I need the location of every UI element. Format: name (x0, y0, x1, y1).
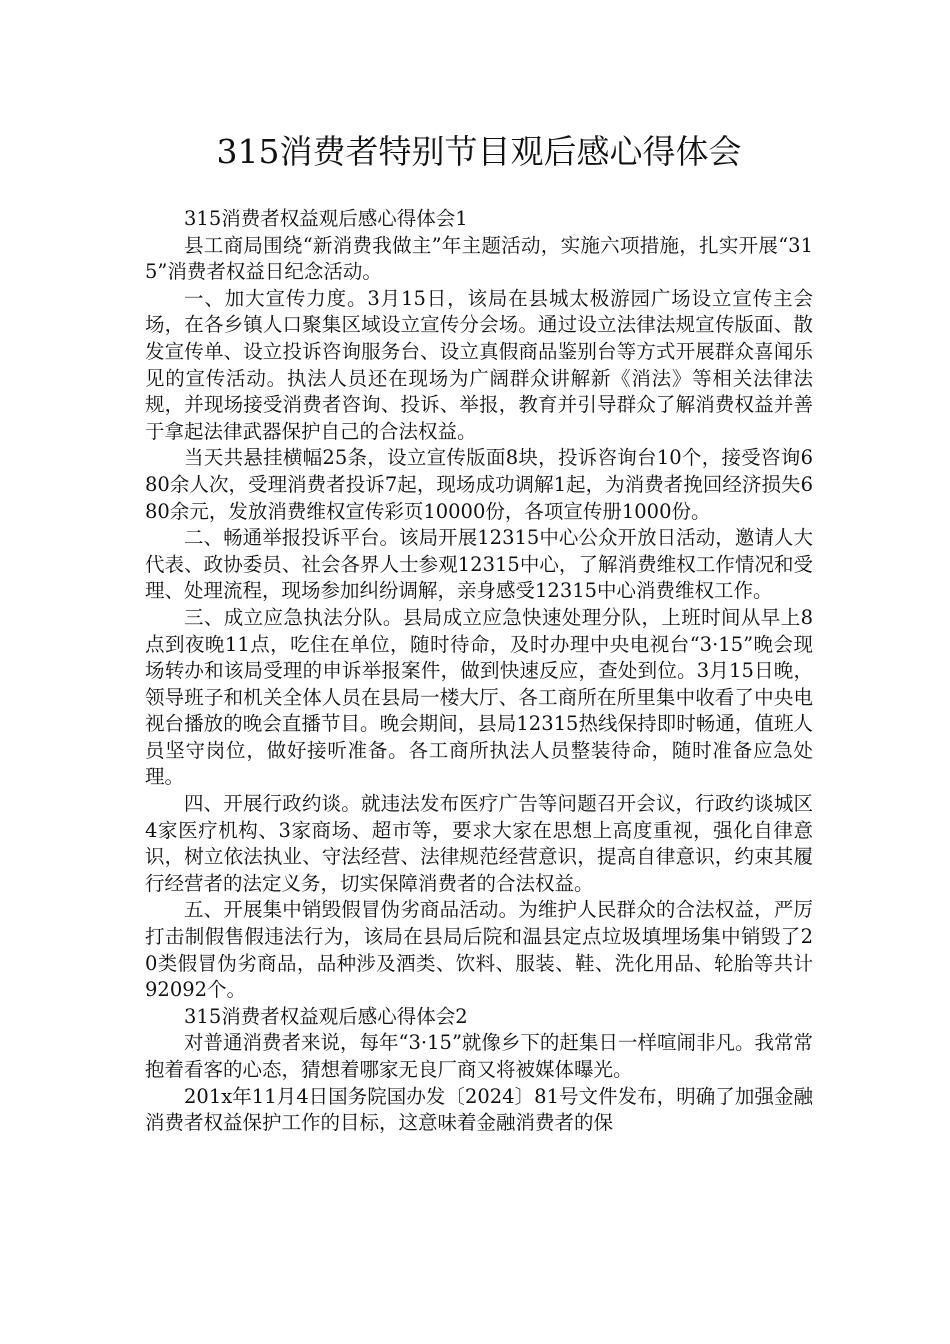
document-body (145, 206, 813, 1137)
paragraph-measure-3: 三、成立应急执法分队。县局成立应急快速处理分队，上班时间从早上8点到夜晚11点，吃住在单位，随时待命，及时办理中央电视台“3·15”晚会现场转办和该局受理的申诉举报案件，做到快速反应，查处到位。3月15日晚，领导班子和机关全体人员在县局一楼大厅、各工商所在所里集中收看了中央电视台播放的晚会直播节目。晚会期间，县局12315热线保持即时畅通，值班人员坚守岗位，做好接听准备。各工商所执法人员整装待命，随时准备应急处理。 (145, 605, 813, 789)
document-page (145, 128, 813, 1137)
paragraph-measure-1: 一、加大宣传力度。3月15日，该局在县城太极游园广场设立宣传主会场，在各乡镇人口聚集区域设立宣传分会场。通过设立法律法规宣传版面、散发宣传单、设立投诉咨询服务台、设立真假商品鉴别台等方式开展群众喜闻乐见的宣传活动。执法人员还在现场为广阔群众讲解新《消法》等相关法律法规，并现场接受消费者咨询、投诉、举报，教育并引导群众了解消费权益并善于拿起法律武器保护自己的合法权益。 (145, 286, 813, 443)
paragraph-statistics: 当天共悬挂横幅25条，设立宣传版面8块，投诉咨询台10个，接受咨询680余人次，受理消费者投诉7起，现场成功调解1起，为消费者挽回经济损失680余元，发放消费维权宣传彩页10000份，各项宣传册1000份。 (145, 446, 813, 523)
section-heading-2: 315消费者权益观后感心得体会2 (184, 1004, 468, 1028)
document-title: 315消费者特别节目观后感心得体会 (216, 132, 742, 171)
paragraph-measure-4: 四、开展行政约谈。就违法发布医疗广告等问题召开会议，行政约谈城区4家医疗机构、3家商场、超市等，要求大家在思想上高度重视，强化自律意识，树立依法执业、守法经营、法律规范经营意识，提高自律意识，约束其履行经营者的法定义务，切实保障消费者的合法权益。 (145, 792, 813, 895)
paragraph-consumer-view: 对普通消费者来说，每年“3·15”就像乡下的赶集日一样喧闹非凡。我常常抱着看客的心态，猜想着哪家无良厂商又将被媒体曝光。 (145, 1031, 813, 1081)
paragraph-measure-2: 二、畅通举报投诉平台。该局开展12315中心公众开放日活动，邀请人大代表、政协委员、社会各界人士参观12315中心，了解消费维权工作情况和受理、处理流程，现场参加纠纷调解，亲身感受12315中心消费维权工作。 (145, 526, 813, 603)
paragraph-intro: 县工商局围绕“新消费我做主”年主题活动，实施六项措施，扎实开展“315”消费者权益日纪念活动。 (145, 233, 813, 284)
paragraph-policy: 201x年11月4日国务院国办发〔2024〕81号文件发布，明确了加强金融消费者权益保护工作的目标，这意味着金融消费者的保 (145, 1084, 813, 1135)
paragraph-measure-5: 五、开展集中销毁假冒伪劣商品活动。为维护人民群众的合法权益，严厉打击制假售假违法行为，该局在县局后院和温县定点垃圾填埋场集中销毁了20类假冒伪劣商品，品种涉及酒类、饮料、服装、鞋、洗化用品、轮胎等共计92092个。 (145, 898, 813, 1002)
section-heading-1: 315消费者权益观后感心得体会1 (184, 207, 468, 230)
